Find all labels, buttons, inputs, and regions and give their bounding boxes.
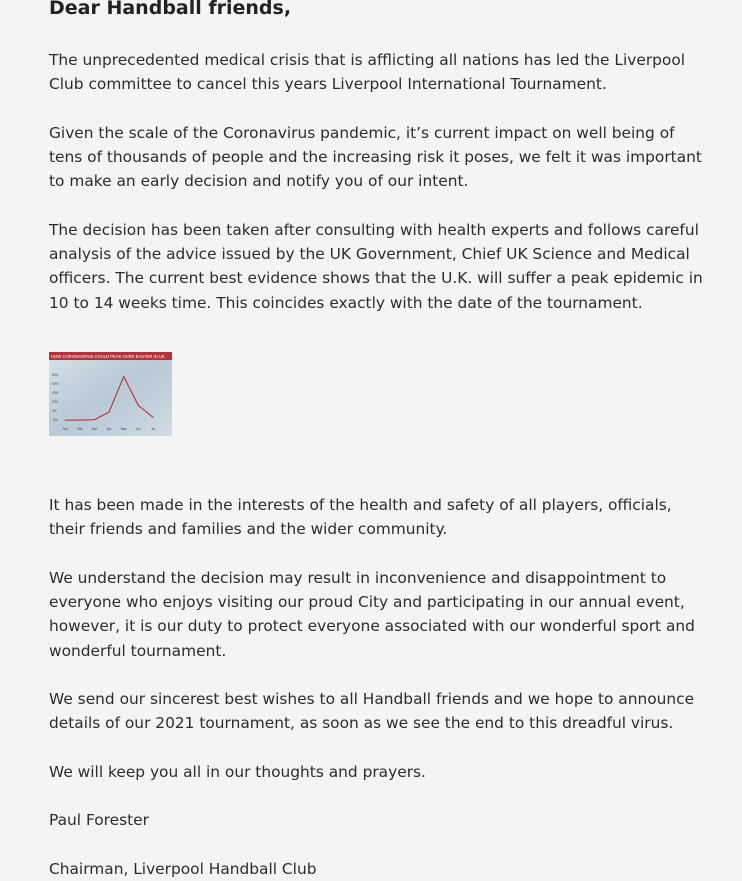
chart-x-tick-label: May (120, 427, 127, 431)
signature-name (49, 808, 709, 832)
text-line: The unprecedented medical crisis that is afflicting all nations has led the Liverpool (49, 51, 686, 69)
text-line: tens of thousands of people and the increasing risk it poses, we felt it was important (49, 148, 702, 167)
chart-x-tick-label: Mar (91, 427, 98, 431)
chart-data-point (123, 376, 124, 377)
chart-x-tick-label: Apr (106, 427, 112, 431)
paragraph-cancellation (49, 48, 709, 96)
chart-data-point (109, 412, 110, 413)
text-line: everyone who enjoys visiting our proud City and participating in our annual event, (49, 593, 685, 612)
text-line: details of our 2021 tournament, as soon as we see the end to this dreadful virus. (49, 714, 674, 733)
chart-y-tick-label: 80% (52, 373, 59, 377)
chart-photo-texture (49, 352, 172, 436)
chart-x-tick-label: Jan (62, 427, 68, 431)
text-line: We send our sincerest best wishes to all Handball friends and we hope to announce (49, 690, 695, 708)
text-line: analysis of the advice issued by the UK Government, Chief UK Science and Medical (49, 245, 690, 264)
chart-y-tick-label: -5% (52, 418, 58, 422)
text-line: Given the scale of the Coronavirus pandemic, it’s current impact on well being of (49, 124, 675, 142)
text-line: however, it is our duty to protect everyone associated with our wonderful sport and (49, 617, 695, 636)
letter-greeting: Dear Handball friends, (49, 0, 292, 19)
chart-title: HOW CORONAVIRUS COULD PEAK OVER EASTER IN UK (51, 354, 165, 359)
text-line: officers. The current best evidence shows that the U.K. will suffer a peak epidemic in (49, 269, 703, 288)
text-line: wonderful tournament. (49, 641, 227, 660)
text-line: We understand the decision may result in inconvenience and disappointment to (49, 569, 667, 587)
chart-data-point (79, 420, 80, 421)
chart-data-point (153, 417, 154, 418)
chart-y-tick-label: 0% (52, 409, 57, 413)
signature-title (49, 857, 709, 881)
text-line: The decision has been taken after consulting with health experts and follows careful (49, 221, 699, 239)
chart-y-tick-label: 40% (52, 391, 59, 395)
epidemic-peak-chart (49, 352, 172, 436)
paragraph-thoughts-prayers (49, 760, 709, 784)
chart-data-point (94, 419, 95, 420)
chart-y-tick-label: 60% (52, 382, 59, 386)
text-line: 10 to 14 weeks time. This coincides exactly with the date of the tournament. (49, 293, 643, 312)
chart-data-point (65, 420, 66, 421)
chart-x-tick-label: Jun (135, 427, 141, 431)
text-line: to make an early decision and notify you of our intent. (49, 172, 469, 191)
chart-x-tick-label: Jul (150, 427, 156, 431)
paragraph-best-wishes (49, 687, 709, 735)
paragraph-pandemic-scale (49, 121, 709, 194)
chart-x-tick-label: Feb (76, 427, 83, 431)
paragraph-decision-basis (49, 218, 709, 315)
signature-title-text: Chairman, Liverpool Handball Club (49, 860, 317, 878)
paragraph-inconvenience (49, 566, 709, 663)
epidemic-peak-chart-svg (49, 352, 172, 436)
paragraph-health-safety (49, 493, 709, 541)
text-line: We will keep you all in our thoughts and prayers. (49, 763, 426, 781)
chart-y-tick-label: 20% (52, 400, 59, 404)
signature-name-text: Paul Forester (49, 811, 149, 829)
chart-data-point (138, 405, 139, 406)
text-line: their friends and families and the wider community. (49, 520, 448, 539)
text-line: It has been made in the interests of the health and safety of all players, officials, (49, 496, 672, 514)
text-line: Club committee to cancel this years Liverpool International Tournament. (49, 75, 607, 94)
